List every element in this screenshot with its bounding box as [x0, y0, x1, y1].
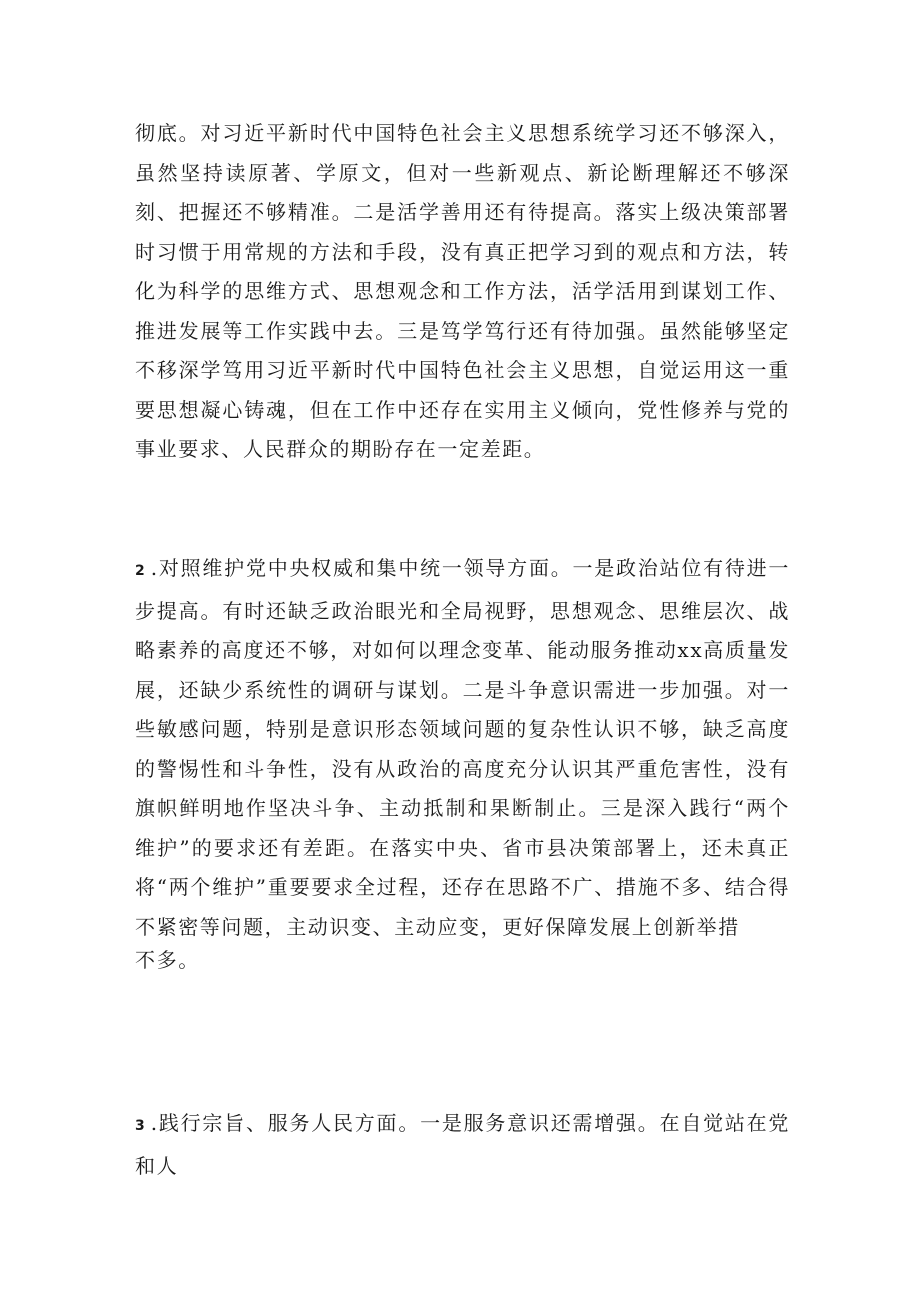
paragraph-2	[135, 549, 790, 973]
paragraph-2-tail: 不多。	[135, 948, 200, 972]
paragraph-3	[135, 1104, 790, 1186]
paragraph-2-text: .对照维护党中央权威和集中统一领导方面。一是政治站位有待进一步提高。有时还缺乏政治眼光和全局视野，思想观念、思维层次、战略素养的高度还不够，对如何以理念变革、能动服务推动xx高质量发展，还缺少系统性的调研与谋划。二是斗争意识需进一步加强。对一些敏感问题，特别是意识形态领域问题的复杂性认识不够，缺乏高度的警惕性和斗争性，没有从政治的高度充分认识其严重危害性，没有旗帜鲜明地作坚决斗争、主动抵制和果断制止。三是深入践行“两个维护”的要求还有差距。在落实中央、省市县决策部署上，还未真正将“两个维护”重要要求全过程，还存在思路不广、措施不多、结合得不紧密等问题，主动识变、主动应变，更好保障发展上创新举措	[135, 556, 790, 939]
paragraph-1-text: 彻底。对习近平新时代中国特色社会主义思想系统学习还不够深入，虽然坚持读原著、学原文，但对一些新观点、新论断理解还不够深刻、把握还不够精准。二是活学善用还有待提高。落实上级决策部署时习惯于用常规的方法和手段，没有真正把学习到的观点和方法，转化为科学的思维方式、思想观念和工作方法，活学活用到谋划工作、推进发展等工作实践中去。三是笃学笃行还有待加强。虽然能够坚定不移深学笃用习近平新时代中国特色社会主义思想，自觉运用这一重要思想凝心铸魂，但在工作中还存在实用主义倾向，党性修养与党的事业要求、人民群众的期盼存在一定差距。	[135, 121, 790, 461]
paragraph-1	[135, 114, 790, 470]
paragraph-3-text: .践行宗旨、服务人民方面。一是服务意识还需增强。在自觉站在党和人	[135, 1111, 790, 1178]
paragraph-3-number: 3	[135, 1118, 145, 1134]
paragraph-2-number: 2	[135, 563, 145, 579]
